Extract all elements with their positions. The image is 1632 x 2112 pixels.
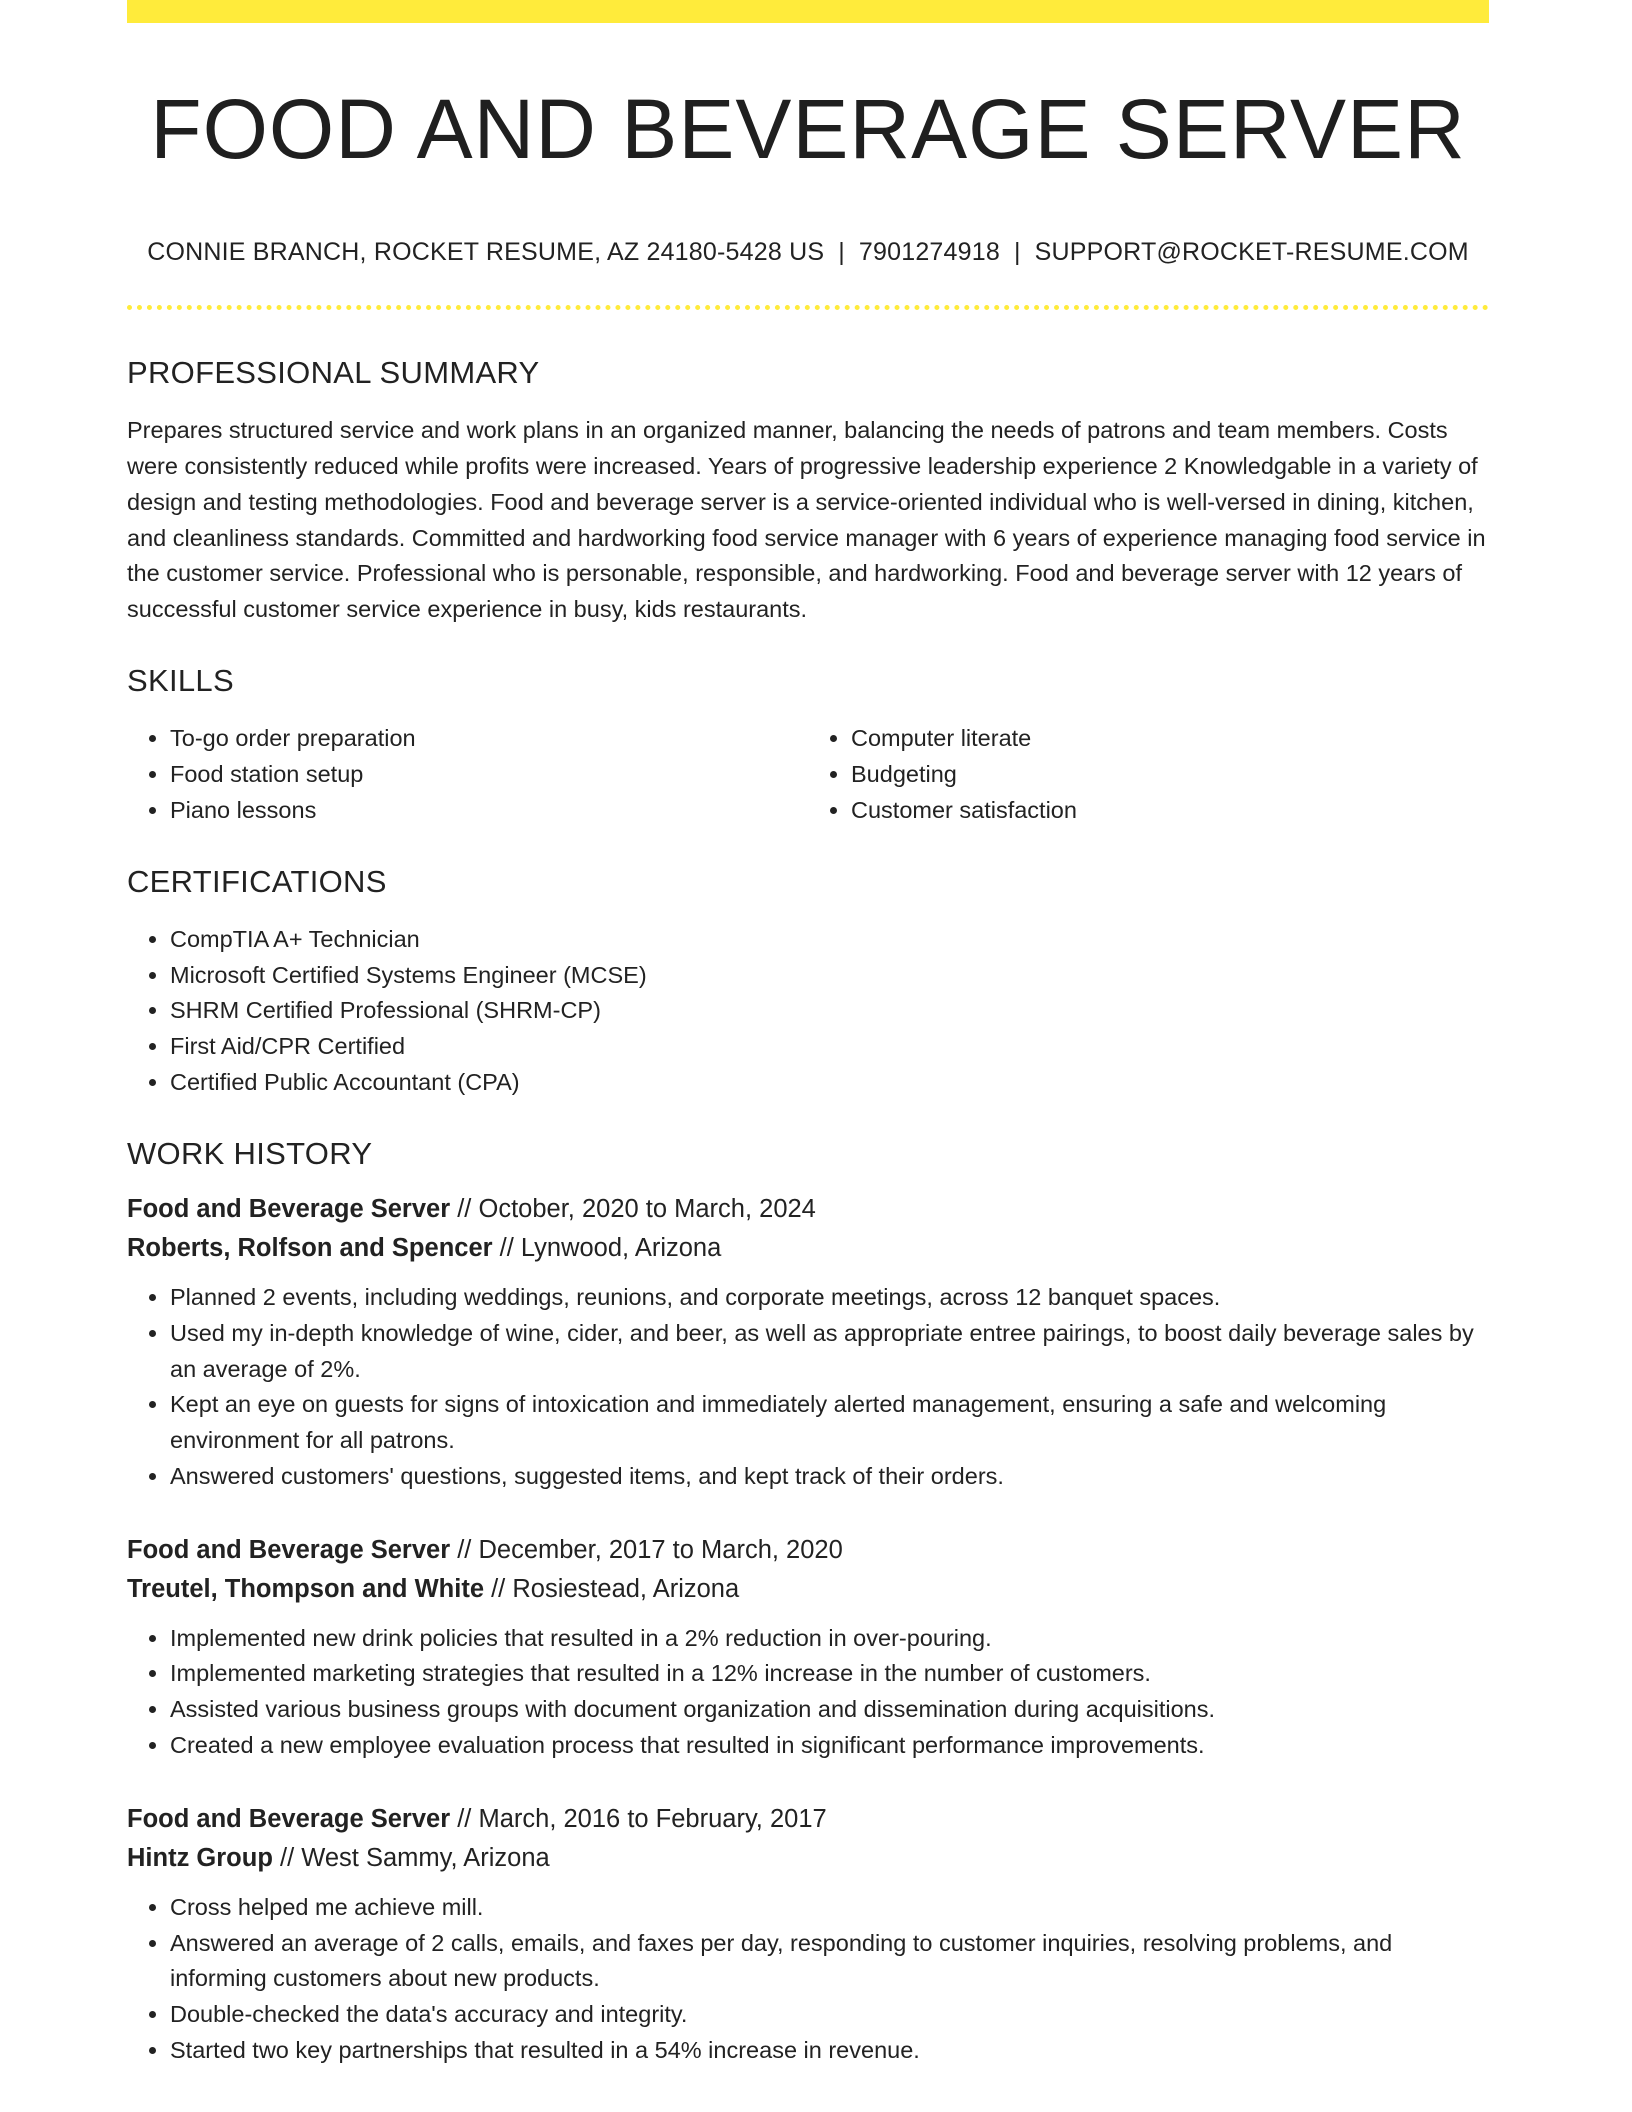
job-company-line [127,1229,1489,1268]
job-company-line [127,1570,1489,1609]
job-divider: // [279,1843,295,1872]
skills-heading: SKILLS [127,662,234,698]
contact-email: SUPPORT@ROCKET-RESUME.COM [1034,238,1469,266]
job-bullet: • Implemented new drink policies that resulted in a 2% reduction in over-pouring. [170,1621,1489,1657]
job-company-line [127,1839,1489,1878]
skill-item: • Piano lessons [170,793,808,829]
skills-list [127,721,1489,828]
job-divider: // [457,1194,472,1223]
job-dates: December, 2017 to March, 2020 [478,1535,843,1564]
job-bullet: • Answered an average of 2 calls, emails, and faxes per day, responding to customer inquiries, resolving problems, and informing customers about new products. [170,1926,1489,1998]
certification-item: • Certified Public Accountant (CPA) [170,1065,1489,1101]
job-location: Lynwood, Arizona [520,1233,722,1262]
job-company: Hintz Group [127,1843,273,1872]
certifications-heading: CERTIFICATIONS [127,863,387,899]
job-entry [127,1800,1489,2069]
certifications-list [127,922,1489,1101]
job-bullet: • Assisted various business groups with document organization and dissemination during acquisitions. [170,1692,1489,1728]
job-bullets [127,1280,1489,1495]
contact-address: CONNIE BRANCH, ROCKET RESUME, AZ 24180-5428 US [147,238,825,266]
job-title: Food and Beverage Server [127,1535,451,1564]
job-entry [127,1531,1489,1764]
job-bullet: • Created a new employee evaluation process that resulted in significant performance improvements. [170,1728,1489,1764]
certification-item: • Microsoft Certified Systems Engineer (MCSE) [170,958,1489,994]
skills-column-left [127,721,808,828]
job-divider: // [491,1574,506,1603]
job-dates: March, 2016 to February, 2017 [478,1804,827,1833]
job-bullets [127,1621,1489,1764]
summary-text: Prepares structured service and work plans in an organized manner, balancing the needs of patrons and team members. Costs were consistently reduced while profits were increased. Years of progressive leadership experience 2 Knowledgable in a variety of design and testing methodologies. Food and beverage server is a service-oriented individual who is well-versed in dining, kitchen, and cleanliness standards. Committed and hardworking food service manager with 6 years of experience managing food service in the customer service. Professional who is personable, responsible, and hardworking. Food and beverage server with 12 years of successful customer service experience in busy, kids restaurants. [127,417,1486,623]
skills-column-right [808,721,1489,828]
job-bullet: • Started two key partnerships that resulted in a 54% increase in revenue. [170,2033,1489,2069]
skill-item: • Customer satisfaction [851,793,1489,829]
contact-phone: 7901274918 [858,238,1000,266]
certification-item: • SHRM Certified Professional (SHRM-CP) [170,993,1489,1029]
job-bullet: • Kept an eye on guests for signs of intoxication and immediately alerted management, ensuring a safe and welcoming environment for all patrons. [170,1387,1489,1459]
skill-item: • Food station setup [170,757,808,793]
job-title-line [127,1531,1489,1570]
job-title-line [127,1800,1489,1839]
job-bullet: • Cross helped me achieve mill. [170,1890,1489,1926]
job-bullet: • Implemented marketing strategies that resulted in a 12% increase in the number of customers. [170,1656,1489,1692]
contact-line [127,237,1489,267]
job-location: West Sammy, Arizona [301,1843,550,1872]
certification-item: • First Aid/CPR Certified [170,1029,1489,1065]
job-title: Food and Beverage Server [127,1194,451,1223]
skill-item: • To-go order preparation [170,721,808,757]
accent-top-bar [127,0,1489,23]
summary-heading: PROFESSIONAL SUMMARY [127,355,540,390]
work-history-heading: WORK HISTORY [127,1135,373,1171]
job-title: Food and Beverage Server [127,1804,451,1833]
job-divider: // [457,1804,472,1833]
job-title-line [127,1190,1489,1229]
job-divider: // [499,1233,514,1262]
resume-title: FOOD AND BEVERAGE SERVER [150,82,1466,176]
job-company: Treutel, Thompson and White [127,1574,484,1603]
contact-separator: | [838,238,845,266]
dotted-divider [127,305,1489,310]
skill-item: • Budgeting [851,757,1489,793]
skill-item: • Computer literate [851,721,1489,757]
resume-page [127,0,1489,2069]
job-entry [127,1190,1489,1495]
job-bullet: • Used my in-depth knowledge of wine, cider, and beer, as well as appropriate entree pairings, to boost daily beverage sales by an average of 2%. [170,1316,1489,1388]
job-location: Rosiestead, Arizona [512,1574,740,1603]
job-bullet: • Planned 2 events, including weddings, reunions, and corporate meetings, across 12 banquet spaces. [170,1280,1489,1316]
job-bullet: • Answered customers' questions, suggested items, and kept track of their orders. [170,1459,1489,1495]
job-company: Roberts, Rolfson and Spencer [127,1233,493,1262]
job-divider: // [457,1535,472,1564]
job-dates: October, 2020 to March, 2024 [478,1194,816,1223]
job-bullet: • Double-checked the data's accuracy and integrity. [170,1997,1489,2033]
certification-item: • CompTIA A+ Technician [170,922,1489,958]
contact-separator: | [1013,238,1021,266]
job-bullets [127,1890,1489,2069]
